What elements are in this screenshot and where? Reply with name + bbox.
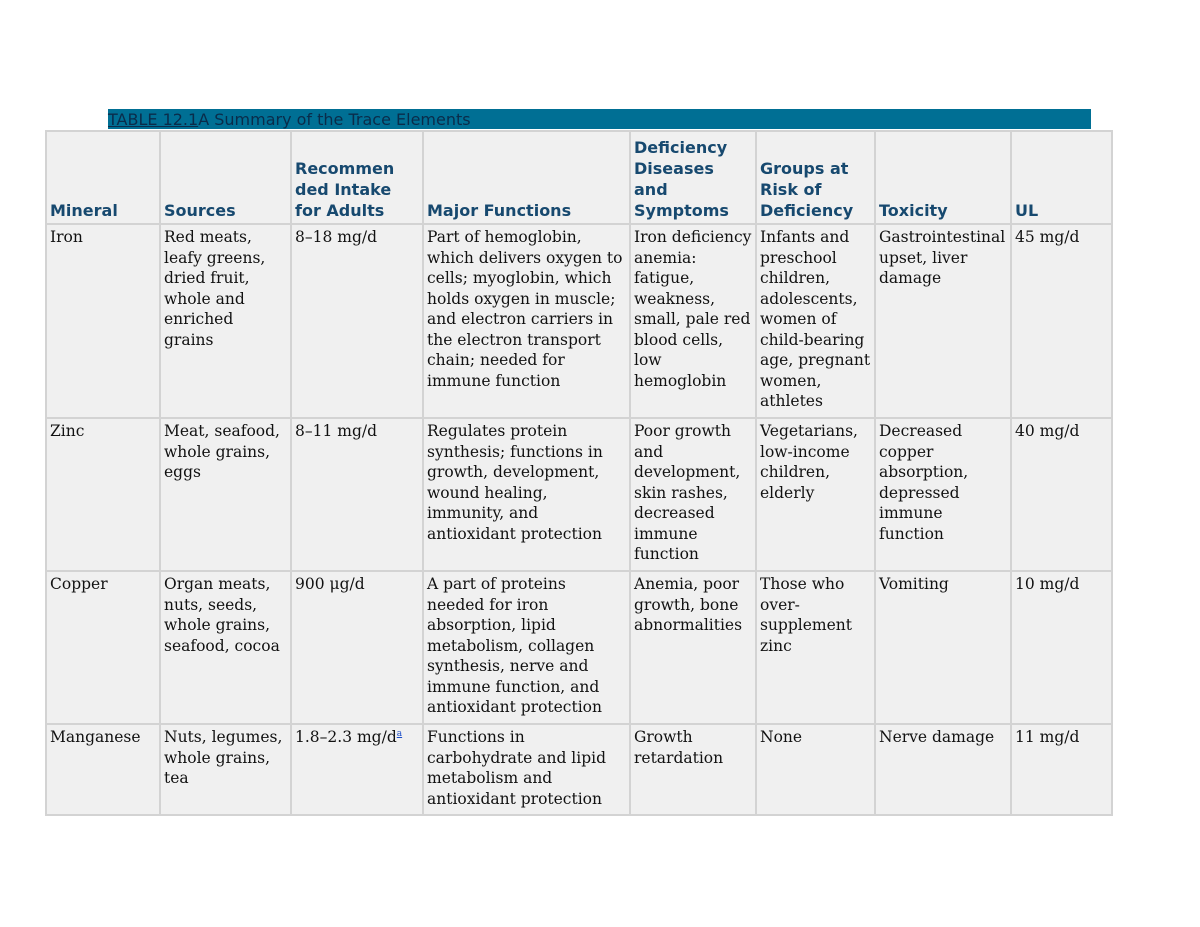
header-risk: Groups at Risk of Deficiency xyxy=(756,131,875,224)
cell-functions: Part of hemoglobin, which delivers oxygen to cells; myoglobin, which holds oxygen in muscle; and electron carriers in the electron transport chain; needed for immune function xyxy=(423,224,630,418)
cell-risk: Those who over-supplement zinc xyxy=(756,571,875,724)
cell-sources: Red meats, leafy greens, dried fruit, whole and enriched grains xyxy=(160,224,291,418)
cell-intake: 8–18 mg/d xyxy=(291,224,423,418)
cell-toxicity: Gastrointestinal upset, liver damage xyxy=(875,224,1011,418)
trace-elements-table xyxy=(45,130,1113,816)
table-row xyxy=(46,724,1112,815)
table-row xyxy=(46,224,1112,418)
cell-sources: Nuts, legumes, whole grains, tea xyxy=(160,724,291,815)
header-functions: Major Functions xyxy=(423,131,630,224)
table-row xyxy=(46,571,1112,724)
cell-sources: Meat, seafood, whole grains, eggs xyxy=(160,418,291,571)
header-ul: UL xyxy=(1011,131,1112,224)
cell-mineral: Copper xyxy=(46,571,160,724)
cell-toxicity: Vomiting xyxy=(875,571,1011,724)
cell-mineral: Manganese xyxy=(46,724,160,815)
header-deficiency: Deficiency Diseases and Symptoms xyxy=(630,131,756,224)
footnote-link[interactable]: a xyxy=(396,728,403,739)
cell-deficiency: Poor growth and development, skin rashes, decreased immune function xyxy=(630,418,756,571)
cell-intake: 8–11 mg/d xyxy=(291,418,423,571)
cell-functions: Functions in carbohydrate and lipid metabolism and antioxidant protection xyxy=(423,724,630,815)
cell-intake: 900 μg/d xyxy=(291,571,423,724)
header-toxicity: Toxicity xyxy=(875,131,1011,224)
cell-deficiency: Iron deficiency anemia: fatigue, weakness, small, pale red blood cells, low hemoglobin xyxy=(630,224,756,418)
cell-mineral: Zinc xyxy=(46,418,160,571)
intake-value: 1.8–2.3 mg/d xyxy=(295,728,397,746)
table-row xyxy=(46,418,1112,571)
cell-functions: Regulates protein synthesis; functions in growth, development, wound healing, immunity, and antioxidant protection xyxy=(423,418,630,571)
cell-risk: None xyxy=(756,724,875,815)
cell-ul: 40 mg/d xyxy=(1011,418,1112,571)
cell-deficiency: Growth retardation xyxy=(630,724,756,815)
cell-ul: 10 mg/d xyxy=(1011,571,1112,724)
cell-ul: 11 mg/d xyxy=(1011,724,1112,815)
cell-risk: Infants and preschool children, adolescents, women of child-bearing age, pregnant women, athletes xyxy=(756,224,875,418)
cell-deficiency: Anemia, poor growth, bone abnormalities xyxy=(630,571,756,724)
cell-risk: Vegetarians, low-income children, elderly xyxy=(756,418,875,571)
cell-toxicity: Nerve damage xyxy=(875,724,1011,815)
cell-intake xyxy=(291,724,423,815)
table-title: A Summary of the Trace Elements xyxy=(198,110,471,129)
header-sources: Sources xyxy=(160,131,291,224)
cell-mineral: Iron xyxy=(46,224,160,418)
table-label: TABLE 12.1 xyxy=(108,110,199,129)
header-mineral: Mineral xyxy=(46,131,160,224)
cell-toxicity: Decreased copper absorption, depressed immune function xyxy=(875,418,1011,571)
header-intake: Recommen ded Intake for Adults xyxy=(291,131,423,224)
cell-ul: 45 mg/d xyxy=(1011,224,1112,418)
header-row xyxy=(46,131,1112,224)
cell-sources: Organ meats, nuts, seeds, whole grains, seafood, cocoa xyxy=(160,571,291,724)
cell-functions: A part of proteins needed for iron absorption, lipid metabolism, collagen synthesis, nerve and immune function, and antioxidant protection xyxy=(423,571,630,724)
table-caption xyxy=(108,110,471,130)
